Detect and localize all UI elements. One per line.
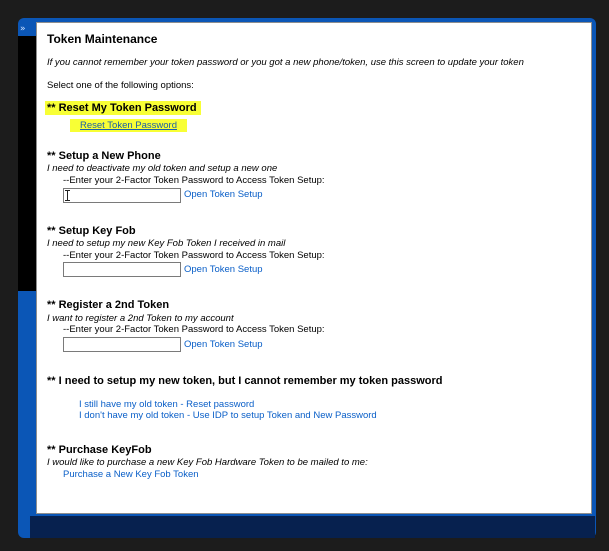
- purchase-heading: ** Purchase KeyFob: [47, 444, 152, 456]
- purchase-description: I would like to purchase a new Key Fob Hardware Token to be mailed to me:: [47, 457, 368, 468]
- expand-arrows-icon[interactable]: »: [20, 24, 24, 34]
- key-fob-description: I need to setup my new Key Fob Token I received in mail: [47, 238, 286, 249]
- new-phone-heading: ** Setup a New Phone: [47, 150, 161, 162]
- page-intro: If you cannot remember your token password or you got a new phone/token, use this screen to update your token: [47, 57, 524, 68]
- forgot-password-heading: ** I need to setup my new token, but I cannot remember my token password: [47, 375, 443, 387]
- key-fob-heading: ** Setup Key Fob: [47, 225, 136, 237]
- second-token-heading: ** Register a 2nd Token: [47, 299, 170, 311]
- reset-section-heading: [47, 102, 201, 114]
- new-phone-token-input[interactable]: [63, 188, 181, 203]
- purchase-key-fob-link[interactable]: Purchase a New Key Fob Token: [63, 469, 199, 480]
- key-fob-open-setup-link[interactable]: Open Token Setup: [184, 264, 263, 275]
- second-token-description: I want to register a 2nd Token to my account: [47, 313, 234, 324]
- have-old-token-link[interactable]: I still have my old token - Reset password: [79, 399, 255, 410]
- window-bottom-bar: [0, 538, 609, 551]
- key-fob-prompt: --Enter your 2-Factor Token Password to Access Token Setup:: [63, 250, 325, 261]
- no-old-token-link[interactable]: I don't have my old token - Use IDP to setup Token and New Password: [79, 410, 377, 421]
- page-title: Token Maintenance: [47, 32, 158, 46]
- new-phone-description: I need to deactivate my old token and setup a new one: [47, 163, 278, 174]
- second-token-token-input[interactable]: [63, 337, 181, 352]
- reset-link-row: [70, 115, 187, 133]
- text-cursor-icon: [67, 190, 68, 201]
- token-maintenance-panel: [36, 22, 592, 514]
- reset-token-password-link[interactable]: Reset Token Password: [70, 119, 187, 132]
- reset-heading-text: ** Reset My Token Password: [45, 101, 201, 115]
- new-phone-open-setup-link[interactable]: Open Token Setup: [184, 189, 263, 200]
- second-token-open-setup-link[interactable]: Open Token Setup: [184, 339, 263, 350]
- key-fob-token-input[interactable]: [63, 262, 181, 277]
- select-prompt: Select one of the following options:: [47, 80, 194, 91]
- new-phone-prompt: --Enter your 2-Factor Token Password to Access Token Setup:: [63, 175, 325, 186]
- second-token-prompt: --Enter your 2-Factor Token Password to Access Token Setup:: [63, 324, 325, 335]
- bottom-band: [30, 516, 595, 538]
- side-band: [18, 36, 36, 291]
